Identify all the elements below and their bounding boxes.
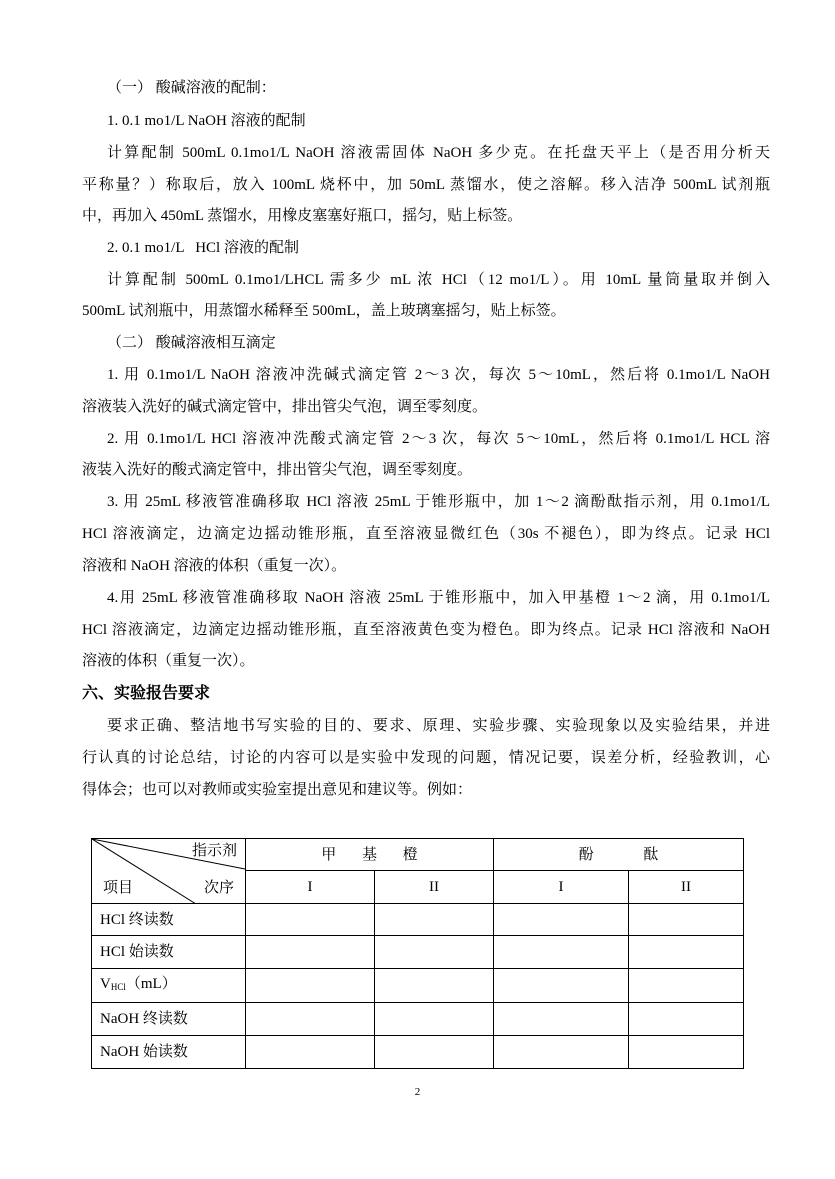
row-label-main: V: [100, 976, 111, 992]
table-cell: [375, 969, 494, 1003]
row-label: [92, 969, 246, 1003]
sub-header-trial: II: [629, 871, 744, 904]
group-header-methyl-orange: [246, 839, 494, 871]
row-label: HCl 始读数: [92, 936, 246, 969]
table-cell: [494, 904, 629, 936]
page-number: 2: [414, 1086, 421, 1098]
paragraph-line: 计算配制 500mL 0.1mo1/LHCL 需多少 mL 浓 HCl（12 mo1/L）。用 10mL 量筒量取并倒入: [107, 272, 770, 288]
section-heading-report-requirements: 六、实验报告要求: [82, 683, 211, 702]
table-row: [92, 969, 744, 1003]
table-cell: [494, 1003, 629, 1036]
sub-header-trial: II: [375, 871, 494, 904]
table-cell: [375, 1003, 494, 1036]
table-row: [92, 904, 744, 936]
sub-header-trial: I: [246, 871, 375, 904]
paragraph-line: 溶液和 NaOH 溶液的体积（重复一次）。: [82, 558, 347, 574]
table-row: [92, 1003, 744, 1036]
subheading-hcl-preparation: 2. 0.1 mo1/L HCl 溶液的配制: [107, 240, 299, 256]
paragraph-line: 4.用 25mL 移液管准确移取 NaOH 溶液 25mL 于锥形瓶中，加入甲基橙 1～2 滴，用 0.1mo1/L: [107, 590, 770, 606]
group-header-phenolphthalein: [494, 839, 744, 871]
table-cell: [629, 1003, 744, 1036]
table-cell: [375, 936, 494, 969]
table-cell: [494, 969, 629, 1003]
paragraph-line: 得体会；也可以对教师或实验室提出意见和建议等。例如：: [82, 782, 473, 798]
paragraph-line: 500mL 试剂瓶中，用蒸馏水稀释至 500mL，盖上玻璃塞摇匀，贴上标签。: [82, 303, 566, 319]
table-cell: [246, 1036, 375, 1069]
corner-order-label: 次序: [204, 880, 235, 896]
row-label-unit: （mL）: [125, 976, 177, 992]
section-heading-preparation: （一） 酸碱溶液的配制：: [107, 80, 276, 96]
corner-indicator-label: 指示剂: [191, 843, 237, 859]
paragraph-line: 液装入洗好的酸式滴定管中，排出管尖气泡，调至零刻度。: [82, 462, 473, 478]
table-cell: [246, 1003, 375, 1036]
table-cell: [375, 1036, 494, 1069]
table-cell: [629, 1036, 744, 1069]
table-cell: [246, 936, 375, 969]
row-label-subscript: HCl: [110, 982, 126, 992]
table-cell: [629, 904, 744, 936]
section-heading-titration: （二） 酸碱溶液相互滴定: [107, 335, 276, 351]
table-cell: [629, 936, 744, 969]
paragraph-line: 溶液的体积（重复一次）。: [82, 653, 255, 669]
table-row: [92, 1036, 744, 1069]
row-label: NaOH 终读数: [92, 1003, 246, 1036]
sub-header-trial: I: [494, 871, 629, 904]
paragraph-line: 2. 用 0.1mo1/L HCl 溶液冲洗酸式滴定管 2～3 次，每次 5～10mL，然后将 0.1mo1/L HCL 溶: [107, 431, 770, 447]
group-header-label: 甲 基 橙: [321, 846, 429, 863]
paragraph-line: 行认真的讨论总结，讨论的内容可以是实验中发现的问题，情况记要，误差分析，经验教训，心: [82, 750, 770, 766]
subheading-naoh-preparation: 1. 0.1 mo1/L NaOH 溶液的配制: [107, 113, 306, 129]
paragraph-line: 计算配制 500mL 0.1mo1/L NaOH 溶液需固体 NaOH 多少克。在托盘天平上（是否用分析天: [107, 145, 770, 161]
table-cell: [629, 969, 744, 1003]
table-cell: [375, 904, 494, 936]
paragraph-line: 溶液装入洗好的碱式滴定管中，排出管尖气泡，调至零刻度。: [82, 399, 488, 415]
row-label: HCl 终读数: [92, 904, 246, 936]
paragraph-line: 平称量？）称取后，放入 100mL 烧杯中，加 50mL 蒸馏水，使之溶解。移入洁净 500mL 试剂瓶: [82, 177, 770, 193]
paragraph-line: HCl 溶液滴定，边滴定边摇动锥形瓶，直至溶液显微红色（30s 不褪色），即为终点。记录 HCl: [82, 526, 770, 542]
paragraph-line: 中，再加入 450mL 蒸馏水，用橡皮塞塞好瓶口，摇匀，贴上标签。: [82, 208, 523, 224]
table-row: [92, 936, 744, 969]
titration-record-table: [91, 838, 743, 1069]
paragraph-line: 1. 用 0.1mo1/L NaOH 溶液冲洗碱式滴定管 2～3 次，每次 5～10mL，然后将 0.1mo1/L NaOH: [107, 367, 770, 383]
table-corner-header: [92, 839, 246, 904]
table-cell: [494, 1036, 629, 1069]
paragraph-line: 3. 用 25mL 移液管准确移取 HCl 溶液 25mL 于锥形瓶中，加 1～2 滴酚酞指示剂，用 0.1mo1/L: [107, 494, 770, 510]
table-cell: [246, 969, 375, 1003]
table-cell: [246, 904, 375, 936]
paragraph-line: HCl 溶液滴定，边滴定边摇动锥形瓶，直至溶液黄色变为橙色。即为终点。记录 HCl 溶液和 NaOH: [82, 622, 770, 638]
table-cell: [494, 936, 629, 969]
paragraph-line: 要求正确、整洁地书写实验的目的、要求、原理、实验步骤、实验现象以及实验结果，并进: [107, 718, 770, 734]
row-label: NaOH 始读数: [92, 1036, 246, 1069]
corner-item-label: 项目: [103, 880, 134, 896]
group-header-label: 酚 酞: [578, 846, 682, 863]
